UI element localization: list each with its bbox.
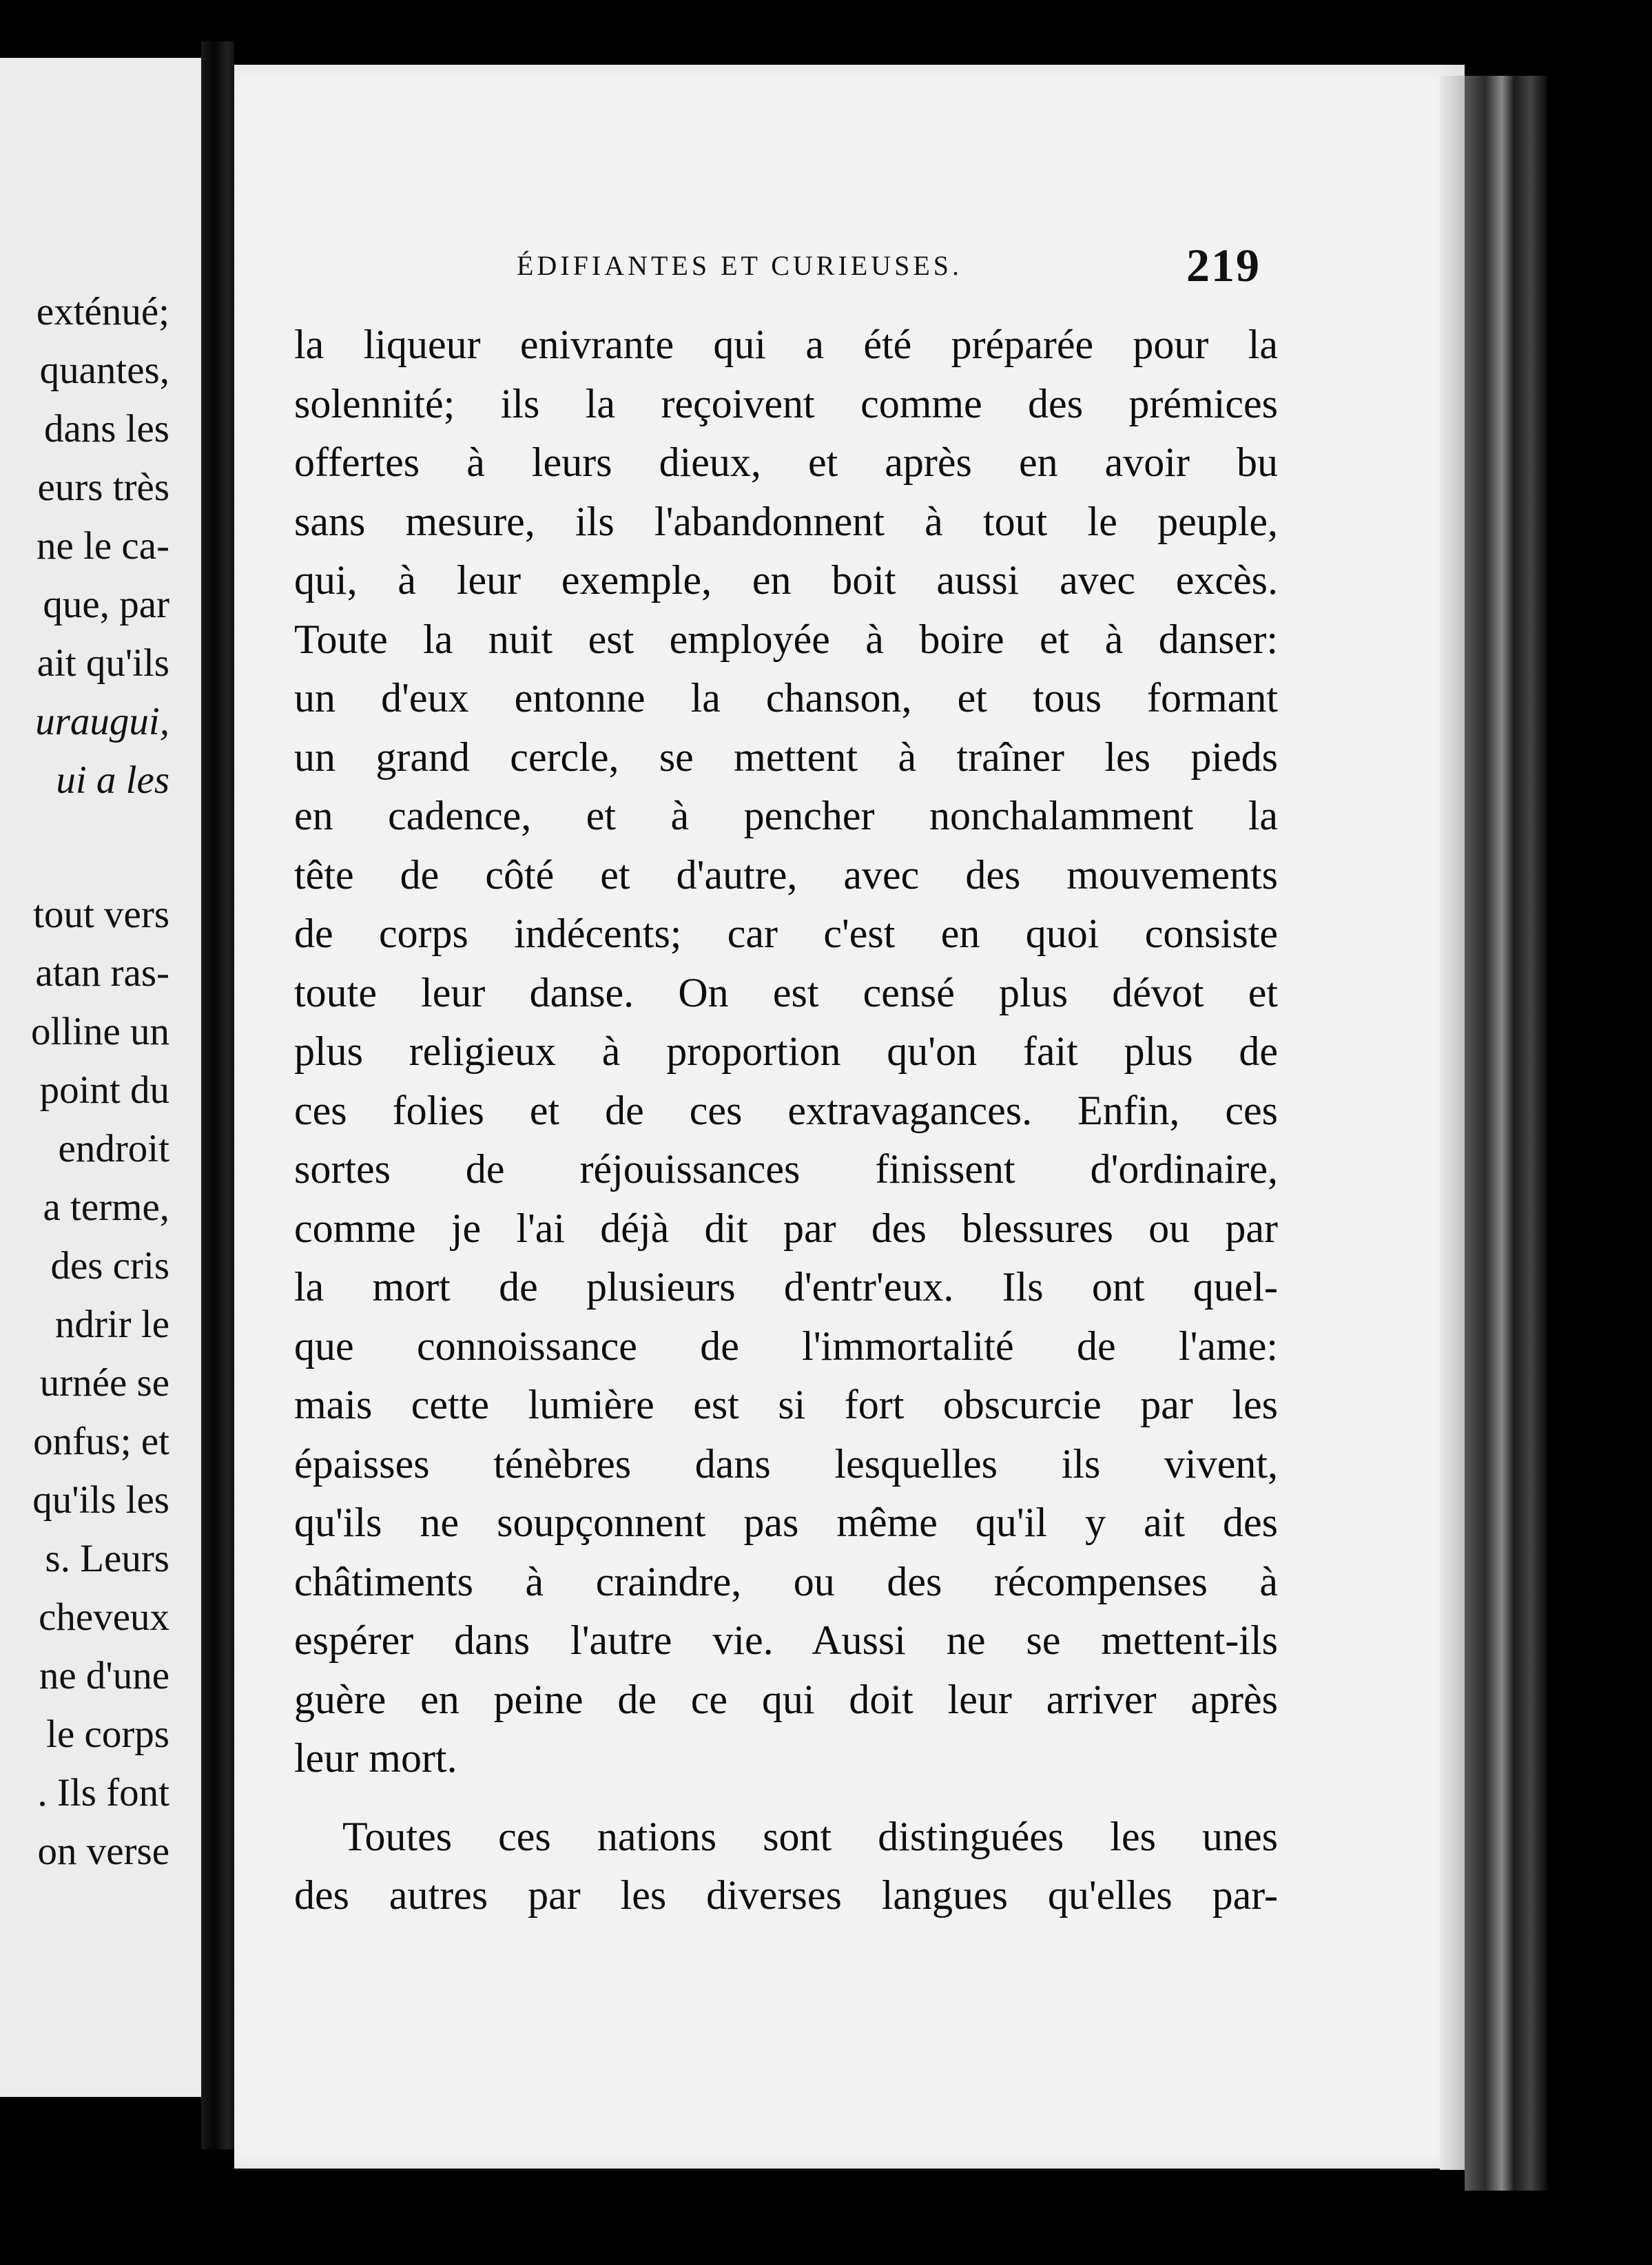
text-line: ces folies et de ces extravagances. Enfin, ces (294, 1087, 1278, 1133)
text-line: Toutes ces nations sont distinguées les unes (342, 1813, 1278, 1859)
left-page-line: exténué; (36, 290, 169, 333)
left-page-line: qu'ils les (32, 1478, 169, 1522)
text-line: la mort de plusieurs d'entr'eux. Ils ont quel- (294, 1264, 1278, 1310)
left-page-line: . Ils font (37, 1771, 169, 1814)
left-page-line: ui a les (56, 758, 169, 802)
text-line: épaisses ténèbres dans lesquelles ils vivent, (294, 1440, 1278, 1487)
left-page-line: ne le ca- (36, 524, 169, 568)
text-line: plus religieux à proportion qu'on fait plus de (294, 1028, 1278, 1074)
text-line: offertes à leurs dieux, et après en avoir bu (294, 439, 1278, 485)
left-page-line: que, par (43, 583, 169, 626)
book-gutter (201, 41, 234, 2149)
text-line: Toute la nuit est employée à boire et à danser: (294, 616, 1278, 662)
text-line: un d'eux entonne la chanson, et tous formant (294, 675, 1278, 721)
left-page-line: ait qu'ils (37, 641, 169, 685)
left-page-line: ne d'une (39, 1654, 169, 1697)
text-line: qui, à leur exemple, en boit aussi avec excès. (294, 557, 1278, 603)
text-line: châtiments à craindre, ou des récompenses à (294, 1558, 1278, 1604)
text-line: tête de côté et d'autre, avec des mouvements (294, 851, 1278, 898)
page-edge-shadow (1440, 76, 1467, 2170)
left-page-line: ndrir le (54, 1303, 169, 1346)
left-page-line: urnée se (39, 1361, 169, 1405)
left-page-line: uraugui, (35, 700, 169, 743)
text-line: guère en peine de ce qui doit leur arriver après (294, 1676, 1278, 1722)
book-fore-edge (1465, 76, 1547, 2191)
page-body (294, 316, 1278, 1925)
text-line: la liqueur enivrante qui a été préparée pour la (294, 322, 1278, 367)
left-page-line: on verse (37, 1830, 169, 1873)
text-line: sans mesure, ils l'abandonnent à tout le peuple, (294, 498, 1278, 544)
left-page-line: onfus; et (33, 1420, 169, 1463)
previous-page-fragment (0, 58, 201, 2097)
left-page-line: s. Leurs (45, 1537, 169, 1580)
left-page-line: cheveux (39, 1595, 169, 1639)
left-page-line: dans les (43, 407, 169, 451)
running-head: ÉDIFIANTES ET CURIEUSES. (517, 250, 963, 281)
left-page-line: eurs très (37, 466, 169, 509)
book-page (234, 65, 1465, 2169)
text-line: solennité; ils la reçoivent comme des prémices (294, 380, 1278, 426)
left-page-line: tout vers (33, 893, 169, 936)
text-line: sortes de réjouissances finissent d'ordinaire, (294, 1146, 1278, 1192)
text-line: leur mort. (294, 1735, 457, 1781)
left-page-line: olline un (30, 1010, 169, 1053)
text-line: un grand cercle, se mettent à traîner les pieds (294, 734, 1278, 780)
text-line: de corps indécents; car c'est en quoi consiste (294, 911, 1278, 956)
text-line: en cadence, et à pencher nonchalamment la (294, 793, 1278, 838)
left-page-line: a terme, (43, 1186, 169, 1229)
left-page-line: endroit (58, 1127, 169, 1170)
left-page-line: atan ras- (35, 951, 169, 995)
left-page-line: le corps (46, 1713, 169, 1756)
text-line: qu'ils ne soupçonnent pas même qu'il y ait des (294, 1500, 1278, 1545)
text-line: des autres par les diverses langues qu'elles par- (294, 1872, 1278, 1918)
left-page-line: point du (39, 1068, 169, 1112)
text-line: comme je l'ai déjà dit par des blessures ou par (294, 1205, 1278, 1251)
page-number: 219 (1186, 239, 1261, 291)
text-line: toute leur danse. On est censé plus dévot et (294, 969, 1278, 1015)
text-line: que connoissance de l'immortalité de l'ame: (294, 1323, 1278, 1369)
left-page-line: quantes, (39, 349, 169, 392)
text-line: mais cette lumière est si fort obscurcie par les (294, 1382, 1278, 1427)
text-line: espérer dans l'autre vie. Aussi ne se mettent-ils (294, 1617, 1278, 1663)
left-page-line: des cris (50, 1244, 169, 1287)
